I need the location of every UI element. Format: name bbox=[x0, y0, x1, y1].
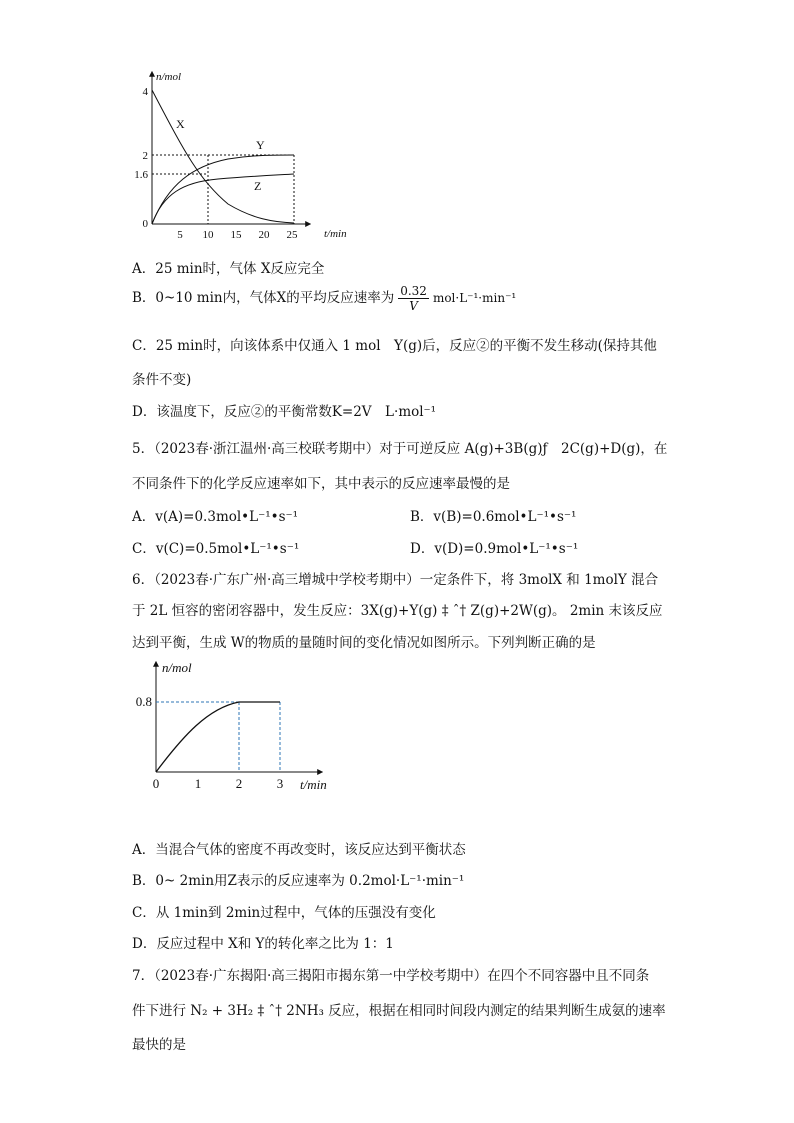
q6-option-d: D．反应过程中 X和 Y的转化率之比为 1：1 bbox=[132, 936, 394, 952]
y-tick-4: 4 bbox=[142, 86, 148, 98]
q5-stem-line2: 不同条件下的化学反应速率如下，其中表示的反应速率最慢的是 bbox=[132, 476, 510, 492]
chart-reaction-xyz bbox=[134, 64, 368, 244]
x-tick-15: 15 bbox=[230, 229, 242, 241]
label-y: Y bbox=[256, 138, 265, 152]
y-tick-2: 2 bbox=[142, 150, 148, 162]
x-tick-0: 0 bbox=[152, 776, 160, 791]
q5-option-a: A．v(A)=0.3mol•L⁻¹•s⁻¹ bbox=[132, 509, 299, 525]
q4-option-a: A．25 min时，气体 X反应完全 bbox=[132, 261, 325, 277]
y-axis-label: n/mol bbox=[156, 71, 182, 83]
curve-w bbox=[156, 702, 280, 772]
q5-option-b: B．v(B)=0.6mol•L⁻¹•s⁻¹ bbox=[410, 509, 577, 525]
label-z: Z bbox=[254, 179, 262, 193]
y-tick-0: 0 bbox=[142, 218, 148, 230]
q6-stem-line1: 6．（2023春·广东广州·高三增城中学校考期中）一定条件下，将 3molX 和 1molY 混合 bbox=[132, 572, 659, 588]
q5-option-d: D．v(D)=0.9mol•L⁻¹•s⁻¹ bbox=[410, 541, 579, 557]
x-tick-2: 2 bbox=[235, 776, 243, 791]
q4-option-d: D．该温度下，反应②的平衡常数K=2V L·mol⁻¹ bbox=[132, 404, 437, 420]
q4-option-b-unit: mol·L⁻¹·min⁻¹ bbox=[432, 291, 517, 305]
chart-w-amount bbox=[128, 656, 348, 798]
x-tick-25: 25 bbox=[286, 229, 298, 241]
q6-option-c: C．从 1min到 2min过程中，气体的压强没有变化 bbox=[132, 905, 436, 921]
x-tick-3: 3 bbox=[276, 776, 284, 791]
q6-stem-line2: 于 2L 恒容的密闭容器中，发生反应：3X(g)+Y(g) ‡ ˆ† Z(g)+2W(g)。 2min 末该反应 bbox=[132, 603, 663, 619]
q4-fraction bbox=[398, 284, 429, 313]
q5-option-c: C．v(C)=0.5mol•L⁻¹•s⁻¹ bbox=[132, 541, 300, 557]
y-tick-0.8: 0.8 bbox=[135, 694, 152, 709]
q4-option-c-line1: C．25 min时，向该体系中仅通入 1 mol Y(g)后，反应②的平衡不发生移动(保持其他 bbox=[132, 338, 657, 354]
q7-stem-line2: 件下进行 N₂ + 3H₂ ‡ ˆ† 2NH₃ 反应，根据在相同时间段内测定的结果判断生成氨的速率 bbox=[132, 1003, 666, 1019]
x-axis-label: t/min bbox=[324, 228, 347, 240]
y-tick-1.6: 1.6 bbox=[134, 169, 148, 181]
q4-option-b-text: B．0~10 min内，气体X的平均反应速率为 bbox=[132, 290, 395, 306]
q4-fraction-num: 0.32 bbox=[400, 284, 427, 298]
q7-stem-line3: 最快的是 bbox=[132, 1037, 186, 1053]
x-axis-label: t/min bbox=[300, 777, 327, 792]
q4-option-c-line2: 条件不变) bbox=[132, 372, 192, 388]
x-tick-5: 5 bbox=[177, 229, 183, 241]
q7-stem-line1: 7．（2023春·广东揭阳·高三揭阳市揭东第一中学校考期中）在四个不同容器中且不同条 bbox=[132, 968, 650, 984]
label-x: X bbox=[176, 117, 185, 131]
q6-option-b: B．0~ 2min用Z表示的反应速率为 0.2mol·L⁻¹·min⁻¹ bbox=[132, 873, 465, 889]
q4-option-b bbox=[132, 284, 516, 313]
q5-stem-line1: 5．（2023春·浙江温州·高三校联考期中）对于可逆反应 A(g)+3B(g)ƒ 2C(g)+D(g)，在 bbox=[132, 441, 668, 457]
y-axis-label: n/mol bbox=[162, 660, 192, 675]
curve-x bbox=[152, 90, 294, 223]
x-tick-1: 1 bbox=[194, 776, 202, 791]
q6-stem-line3: 达到平衡，生成 W的物质的量随时间的变化情况如图所示。下列判断正确的是 bbox=[132, 635, 596, 651]
x-tick-10: 10 bbox=[202, 229, 214, 241]
q4-fraction-den: V bbox=[409, 299, 418, 313]
x-tick-20: 20 bbox=[258, 229, 270, 241]
curve-y bbox=[152, 155, 294, 224]
q6-option-a: A．当混合气体的密度不再改变时，该反应达到平衡状态 bbox=[132, 842, 466, 858]
